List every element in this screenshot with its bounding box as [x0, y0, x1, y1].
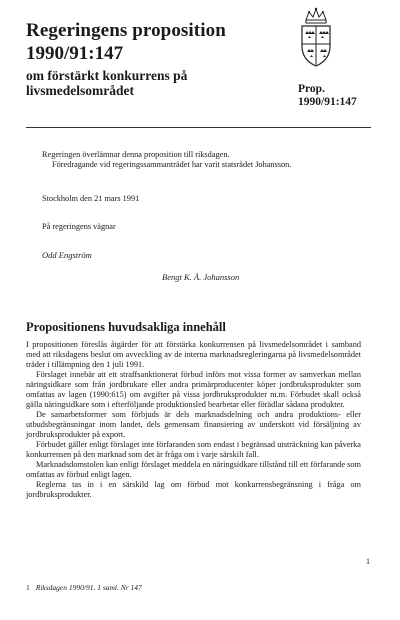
- on-behalf-line: På regeringens vägnar: [42, 222, 116, 231]
- intro-line-1: Regeringen överlämnar denna proposition till riksdagen.: [42, 150, 230, 159]
- summary-paragraph: I propositionen föreslås åtgärder för att förstärka konkurrensen på livsmedelsområdet i samband med att riksdagens beslut om avveckling av de interna marknadsregleringarna på livsmedelsområdet träder i tillämpning den 1 juli 1991.: [26, 340, 361, 369]
- prop-number: 1990/91:147: [298, 96, 357, 108]
- page-number: 1: [366, 557, 370, 566]
- header-divider: [26, 127, 371, 128]
- document-title: Regeringens proposition: [26, 20, 226, 41]
- summary-body: [26, 340, 361, 500]
- footnote-text: Riksdagen 1990/91. 1 saml. Nr 147: [35, 583, 142, 592]
- intro-line-2: Föredragande vid regeringssammanträdet har varit statsrådet Johansson.: [52, 160, 292, 169]
- document-number: 1990/91:147: [26, 43, 124, 64]
- signature-2: Bengt K. Å. Johansson: [162, 272, 240, 282]
- intro-block: [42, 150, 364, 170]
- summary-paragraph: De samarbetsformer som förbjuds är dels marknadsdelning och andra produktions- eller utbudsbegränsningar inom landet, dels gemensam finansiering av underskott vid försäljning av jordbruksprodukter på export.: [26, 410, 361, 439]
- summary-paragraph: Förbudet gäller enligt förslaget inte förfaranden som endast i begränsad utsträckning kan påverka konkurrensen på den marknad som det är fråga om i varje särskilt fall.: [26, 440, 361, 459]
- summary-paragraph: Förslaget innebär att ett straffsanktionerat förbud införs mot vissa former av samverkan mellan näringsidkare som från jordbrukare eller andra primärproducenter köper jordbruksprodukter som omfattas av lagen (1990:615) om avgifter på vissa jordbruksprodukter m.m. Förbudet skall också gälla näringsidkare som i efterföljande produktionsled bearbetar eller förädlar sådana produkter.: [26, 370, 361, 409]
- summary-paragraph: Reglerna tas in i en särskild lag om förbud mot konkurrensbegränsning i fråga om jordbruksprodukter.: [26, 480, 361, 499]
- signature-1: Odd Engström: [42, 250, 92, 260]
- summary-paragraph: Marknadsdomstolen kan enligt förslaget meddela en näringsidkare tillstånd till ett förfarande som omfattas av förbud enligt lagen.: [26, 460, 361, 479]
- proposition-reference: [298, 83, 357, 109]
- section-heading: Propositionens huvudsakliga innehåll: [26, 320, 226, 334]
- subtitle-line-1: om förstärkt konkurrens på: [26, 68, 188, 83]
- coat-of-arms-icon: [294, 6, 338, 70]
- subtitle-line-2: livsmedelsområdet: [26, 83, 134, 98]
- document-subtitle: [26, 68, 266, 98]
- footnote-number: 1: [26, 583, 30, 592]
- footnote: [26, 583, 142, 592]
- prop-label: Prop.: [298, 83, 325, 95]
- date-line: Stockholm den 21 mars 1991: [42, 194, 140, 203]
